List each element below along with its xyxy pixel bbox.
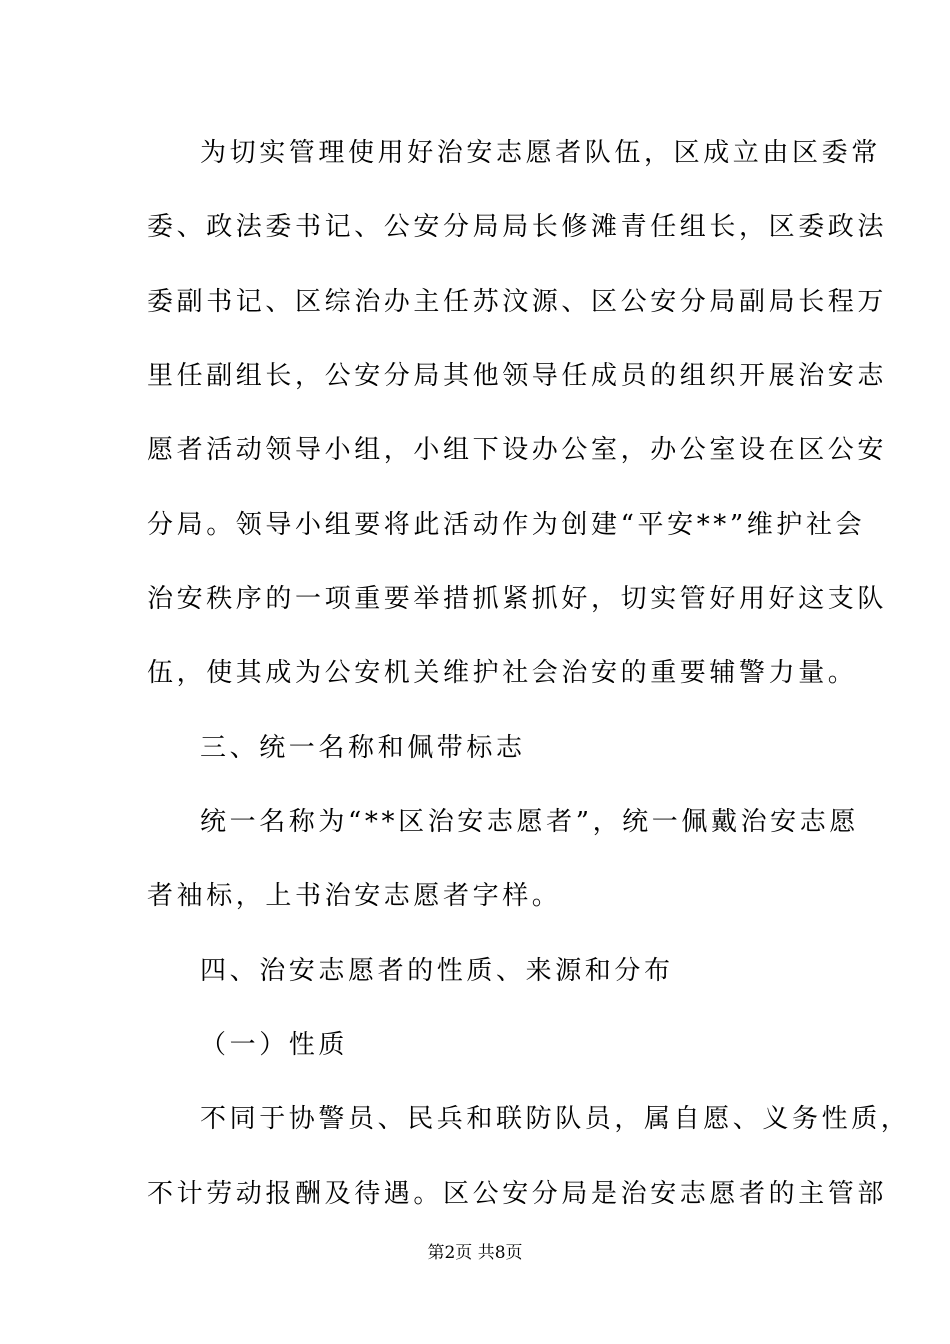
- section-heading: 四、治安志愿者的性质、来源和分布: [200, 956, 674, 986]
- paragraph-line: 者袖标，上书治安志愿者字样。: [147, 881, 562, 911]
- page-number-footer: 第2页 共8页: [427, 1243, 523, 1263]
- paragraph-line: 为切实管理使用好治安志愿者队伍，区成立由区委常: [200, 138, 881, 168]
- paragraph-line: 分局。领导小组要将此活动作为创建“平安**”维护社会: [147, 510, 866, 540]
- paragraph-line: 里任副组长，公安分局其他领导任成员的组织开展治安志: [147, 361, 888, 391]
- section-heading: 三、统一名称和佩带标志: [200, 733, 526, 763]
- subsection-heading: （一）性质: [200, 1030, 349, 1060]
- paragraph-line: 愿者活动领导小组，小组下设办公室，办公室设在区公安: [147, 435, 888, 465]
- paragraph-line: 伍，使其成为公安机关维护社会治安的重要辅警力量。: [147, 658, 858, 688]
- paragraph-line: 委、政法委书记、公安分局局长修滩青任组长，区委政法: [147, 212, 888, 242]
- paragraph-line: 不计劳动报酬及待遇。区公安分局是治安志愿者的主管部: [147, 1179, 888, 1209]
- paragraph-line: 不同于协警员、民兵和联防队员，属自愿、义务性质，: [200, 1104, 911, 1134]
- paragraph-line: 治安秩序的一项重要举措抓紧抓好，切实管好用好这支队: [147, 584, 888, 614]
- paragraph-line: 统一名称为“**区治安志愿者”，统一佩戴治安志愿: [200, 807, 859, 837]
- paragraph-line: 委副书记、区综治办主任苏汶源、区公安分局副局长程万: [147, 287, 888, 317]
